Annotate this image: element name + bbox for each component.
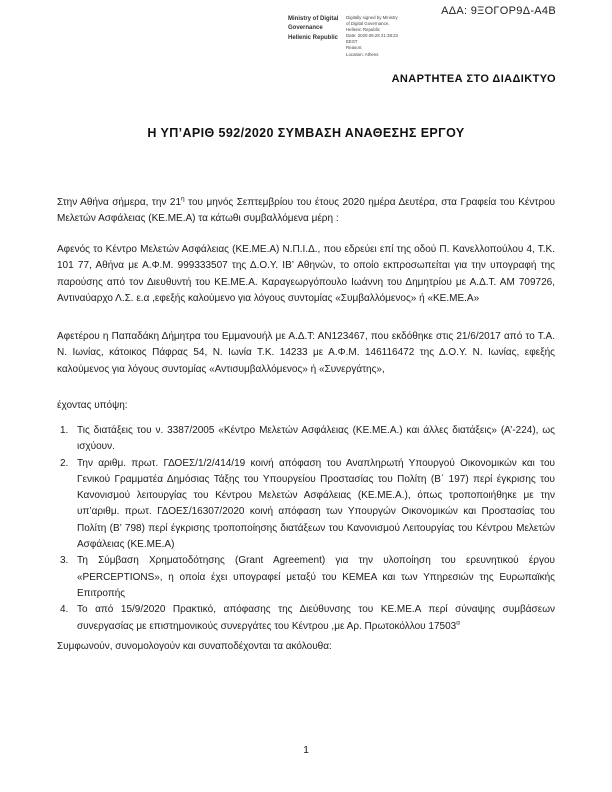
ministry-name [288, 15, 340, 43]
list-item-number: 3. [60, 555, 69, 567]
party-b-paragraph: Αφετέρου η Παπαδάκη Δήμητρα του Εμμανουήλ με Α.Δ.Τ: ΑΝ123467, που εκδόθηκε στις 21/6/2017 από το Τ.Α. Ν. Ιωνίας, κάτοικος Πάφρας 54, Ν. Ιωνία Τ.Κ. 14233 με Α.Φ.Μ. 146116472 της Δ.Ο.Υ. Ν. Ιωνίας, εφεξής καλούμενος για λόγους συντομίας «Αντισυμβαλλόμενος» ή «Συνεργάτης», [57, 331, 555, 375]
signature-line: EEST [346, 39, 358, 45]
list-item-text [77, 553, 555, 602]
ministry-name-line: Ministry of Digital [288, 16, 339, 22]
having-regard-label: έχοντας υπόψη: [57, 400, 128, 411]
legal-basis-list [57, 423, 555, 635]
closing-paragraph: Συμφωνούν, συνομολογούν και συναποδέχονται τα ακόλουθα: [57, 641, 332, 652]
page-number: 1 [303, 744, 309, 756]
list-item [57, 423, 555, 456]
list-item-text [77, 423, 555, 456]
list-item [57, 553, 555, 602]
publish-notice: ΑΝΑΡΤΗΤΕΑ ΣΤΟ ΔΙΑΔΙΚΤΥΟ [391, 73, 556, 85]
list-item-text [77, 602, 555, 635]
list-item-text-content: Τη Σύμβαση Χρηματοδότησης (Grant Agreement) για την υλοποίηση του ερευνητικού έργου «PERCEPTIONS», η οποία έχει υπογραφεί μεταξύ του ΚΕΜΕΑ και των Υπηρεσιών της Ευρωπαϊκής Επιτροπής [77, 555, 555, 599]
signature-line: Date: 2020.09.28 21:38:23 [346, 33, 398, 39]
list-item [57, 602, 555, 635]
intro-paragraph [57, 195, 555, 228]
signature-line: Digitally signed by Ministry [346, 15, 398, 20]
list-item-number: 2. [60, 457, 69, 469]
ordinal-superscript: η [181, 195, 185, 203]
party-a-paragraph: Αφενός το Κέντρο Μελετών Ασφάλειας (ΚΕ.ΜΕ.Α) Ν.Π.Ι.Δ., που εδρεύει επί της οδού Π. Κανελλοπούλου 4, Τ.Κ. 101 77, Αθήνα με Α.Φ.Μ. 999333507 της Δ.Ο.Υ. ΙΒ’ Αθηνών, το οποίο εκπροσωπείται για την υπογραφή της παρούσης από τον Διευθυντή του ΚΕ.ΜΕ.Α. Καραγεωργόπουλο Ιωάννη του Δημητρίου με Α.Δ.Τ. ΑΜ 709726, Αντιναύαρχο Λ.Σ. ε.α ,εφεξής καλούμενο για λόγους συντομίας «Συμβαλλόμενος» ή «ΚΕ.ΜΕ.Α» [57, 244, 555, 304]
intro-text-pre: Στην Αθήνα σήμερα, την 21 [57, 197, 182, 208]
document-title: Η ΥΠ’ΑΡΙΘ 592/2020 ΣΥΜΒΑΣΗ ΑΝΑΘΕΣΗΣ ΕΡΓΟΥ [147, 126, 465, 140]
list-item-number: 1. [60, 425, 69, 436]
protocol-superscript: α [456, 619, 460, 627]
signature-line: of Digital Governance, [346, 21, 390, 27]
intro-text-post: του μηνός Σεπτεμβρίου του έτους 2020 ημέρα Δευτέρα, στα Γραφεία του Κέντρου Μελετών Ασφάλειας (ΚΕ.ΜΕ.Α) τα κάτωθι συμβαλλόμενα μέρη : [57, 197, 555, 225]
ministry-name-line: Governance [288, 25, 323, 32]
list-item-text-content: Το από 15/9/2020 Πρακτικό, απόφασης της Διεύθυνσης του ΚΕ.ΜΕ.Α περί σύναψης συμβάσεων συνεργασίας με επιστημονικούς συνεργάτες του Κέντρου ,με Αρ. Πρωτοκόλλου 17503 [77, 604, 555, 632]
list-item [57, 456, 555, 554]
signature-line: Location: Athens [346, 51, 379, 57]
list-item-text-content: Την αριθμ. πρωτ. ΓΔΟΕΣ/1/2/414/19 κοινή απόφαση του Αναπληρωτή Υπουργού Οικονομικών και του Γενικού Γραμματέα Δημόσιας Τάξης του Υπουργείου Προστασίας του Πολίτη (Β΄ 197) περί έγκρισης του Κανονισμού λειτουργίας του Κέντρου Μελετών Ασφάλειας (ΚΕ.ΜΕ.Α.), όπως τροποποιήθηκε με την υπ’αριθμ. πρωτ. ΓΔΟΕΣ/16307/2020 κοινή απόφαση των Υπουργών Οικονομικών και Προστασίας του Πολίτη (Β’ 798) περί έγκρισης τροποποίησης διατάξεων του Κανονισμού Λειτουργίας του Κέντρου Μελετών Ασφάλειας (ΚΕ.ΜΕ.Α) [77, 457, 555, 551]
ministry-name-line: Hellenic Republic [288, 34, 339, 41]
list-item-text-content: Τις διατάξεις του ν. 3387/2005 «Κέντρο Μελετών Ασφάλειας (ΚΕ.ΜΕ.Α.) και άλλες διατάξεις» (Α’-224), ως ισχύουν. [77, 425, 555, 453]
list-item-text [77, 456, 555, 554]
signature-line: Reason: [346, 45, 363, 51]
list-item-number: 4. [60, 604, 69, 616]
signature-details [346, 15, 418, 58]
ada-code: ΑΔΑ: 9ΞΟΓΟΡ9Δ-Α4Β [441, 5, 556, 17]
digital-signature-stamp [288, 15, 418, 58]
signature-line: Hellenic Republic [346, 27, 380, 33]
